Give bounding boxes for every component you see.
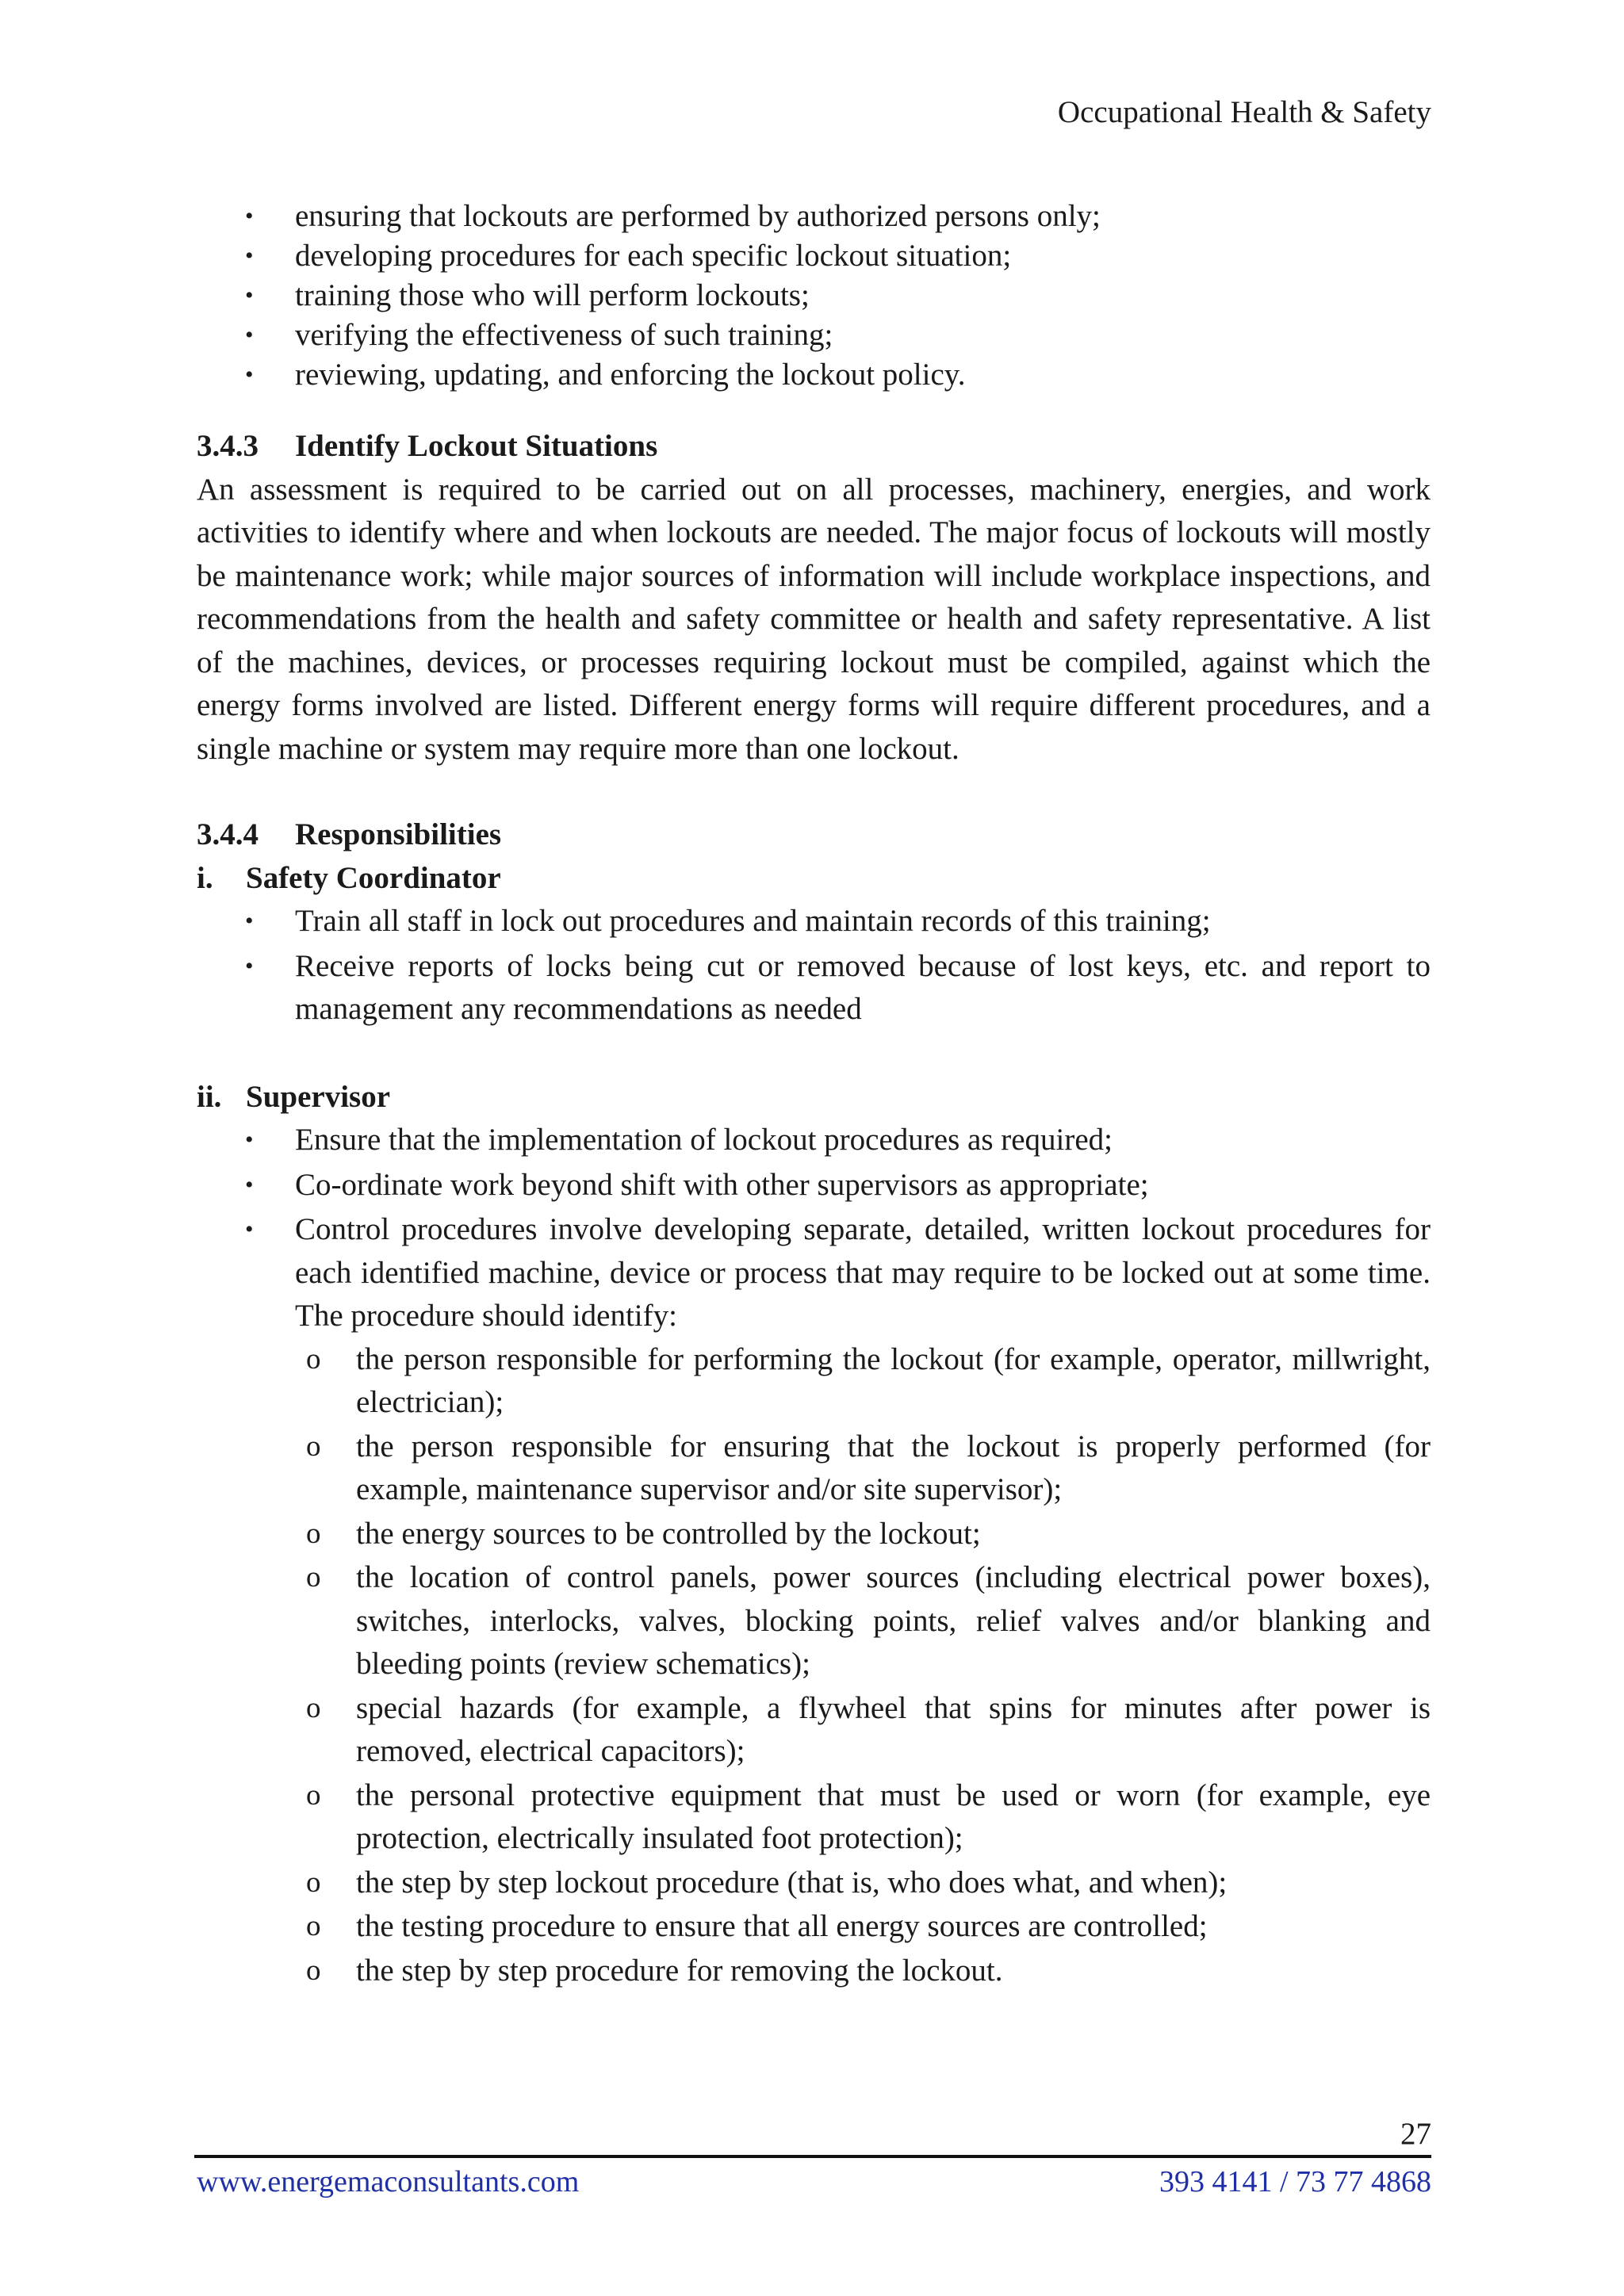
section-title: Identify Lockout Situations (295, 429, 658, 463)
bullet-icon: • (245, 322, 254, 348)
subheading-title: Supervisor (246, 1079, 391, 1114)
list-item: • reviewing, updating, and enforcing the lockout policy. (295, 355, 1431, 395)
section-paragraph: An assessment is required to be carried out on all processes, machinery, energies, and work activities to identify where and when lockouts are needed. The major focus of lockouts will mostly be maintenance work; while major sources of information will include workplace inspections, and recommendations from the health and safety committee or health and safety representative. A list of the machines, devices, or processes requiring lockout must be compiled, against which the energy forms involved are listed. Different energy forms will require different procedures, and a single machine or system may require more than one lockout. (197, 472, 1431, 766)
list-item: • Train all staff in lock out procedures and maintain records of this training; (295, 900, 1431, 943)
supervisor-list (197, 1119, 1431, 1992)
list-item: • training those who will perform lockouts; (295, 276, 1431, 316)
list-item: • Ensure that the implementation of lockout procedures as required; (295, 1119, 1431, 1162)
subheading-number: ii. (197, 1079, 222, 1114)
subheading-safety-coordinator (197, 857, 1431, 901)
footer-website-link[interactable]: www.energemaconsultants.com (197, 2165, 580, 2198)
bullet-icon: • (245, 203, 254, 229)
list-item: • ensuring that lockouts are performed by authorized persons only; (295, 197, 1431, 236)
list-item: • Control procedures involve developing separate, detailed, written lockout procedures for each identified machine, device or process that may require to be locked out at some time. The procedure should identify: o the person responsible for performing the lockout (for example, operator, millwright, electrician); o the person responsible for ensuring that the lockout is properly performed (for example, maintenance supervisor and/or site supervisor); o the energy sources to be controlled by the lockout; o the location of control panels, power sources (including electrical power boxes), switches, interlocks, valves, blocking points, relief valves and/or blanking and bleeding points (review schematics); o special hazards (for example, a flywheel that spins for minutes after power is removed, electrical capacitors); o the personal protective equipment that must be used or worn (for example, eye protection, electrically insulated foot protection); o the step by step lockout procedure (that is, who does what, and when); o the testing procedure to ensure that all energy sources are controlled; o the step by step procedure for removing the lockout. (295, 1208, 1431, 1992)
section-number: 3.4.3 (197, 429, 259, 463)
list-item: • developing procedures for each specific lockout situation; (295, 236, 1431, 276)
sub-list-item: o the step by step lockout procedure (that is, who does what, and when); (356, 1862, 1431, 1905)
circle-bullet-icon: o (306, 1561, 321, 1594)
safety-coordinator-list (197, 900, 1431, 1031)
footer-divider (194, 2155, 1431, 2158)
sub-list-item: o the testing procedure to ensure that all energy sources are controlled; (356, 1905, 1431, 1949)
bullet-icon: • (245, 1127, 254, 1153)
circle-bullet-icon: o (306, 1910, 321, 1942)
list-item: • verifying the effectiveness of such training; (295, 316, 1431, 355)
sub-list-item: o special hazards (for example, a flywheel that spins for minutes after power is removed, electrical capacitors); (356, 1687, 1431, 1774)
procedure-sub-list (295, 1338, 1431, 1993)
section-heading-344 (197, 813, 1431, 857)
sub-list-item: o the step by step procedure for removing the lockout. (356, 1950, 1431, 1993)
subheading-title: Safety Coordinator (246, 860, 501, 895)
circle-bullet-icon: o (306, 1342, 321, 1376)
intro-bullet-list (197, 197, 1431, 395)
sub-list-item: o the person responsible for ensuring that the lockout is properly performed (for example, maintenance supervisor and/or site supervisor); (356, 1425, 1431, 1512)
circle-bullet-icon: o (306, 1778, 321, 1812)
circle-bullet-icon: o (306, 1866, 321, 1899)
section-title: Responsibilities (295, 817, 502, 851)
sub-list-item: o the personal protective equipment that must be used or worn (for example, eye protection, electrically insulated foot protection); (356, 1774, 1431, 1861)
bullet-icon: • (245, 362, 254, 388)
bullet-icon: • (245, 1171, 254, 1198)
section-heading-343 (197, 425, 1431, 469)
sub-list-item: o the person responsible for performing the lockout (for example, operator, millwright, electrician); (356, 1338, 1431, 1425)
circle-bullet-icon: o (306, 1517, 321, 1550)
page-content (197, 197, 1431, 1994)
list-item: • Co-ordinate work beyond shift with other supervisors as appropriate; (295, 1164, 1431, 1207)
section-number: 3.4.4 (197, 817, 259, 851)
list-item: • Receive reports of locks being cut or removed because of lost keys, etc. and report to management any recommendations as needed (295, 945, 1431, 1031)
circle-bullet-icon: o (306, 1429, 321, 1463)
running-header: Occupational Health & Safety (1057, 95, 1431, 129)
subheading-supervisor (197, 1076, 1431, 1119)
sub-list-item: o the energy sources to be controlled by the lockout; (356, 1513, 1431, 1556)
subheading-number: i. (197, 860, 213, 895)
bullet-icon: • (245, 282, 254, 308)
bullet-icon: • (245, 908, 254, 934)
bullet-icon: • (245, 243, 254, 269)
footer-phone: 393 4141 / 73 77 4868 (1159, 2165, 1431, 2198)
bullet-icon: • (245, 952, 254, 979)
sub-list-item: o the location of control panels, power sources (including electrical power boxes), switches, interlocks, valves, blocking points, relief valves and/or blanking and bleeding points (review schematics); (356, 1556, 1431, 1686)
bullet-icon: • (245, 1216, 254, 1242)
circle-bullet-icon: o (306, 1691, 321, 1724)
circle-bullet-icon: o (306, 1954, 321, 1987)
page-number: 27 (1400, 2117, 1431, 2151)
